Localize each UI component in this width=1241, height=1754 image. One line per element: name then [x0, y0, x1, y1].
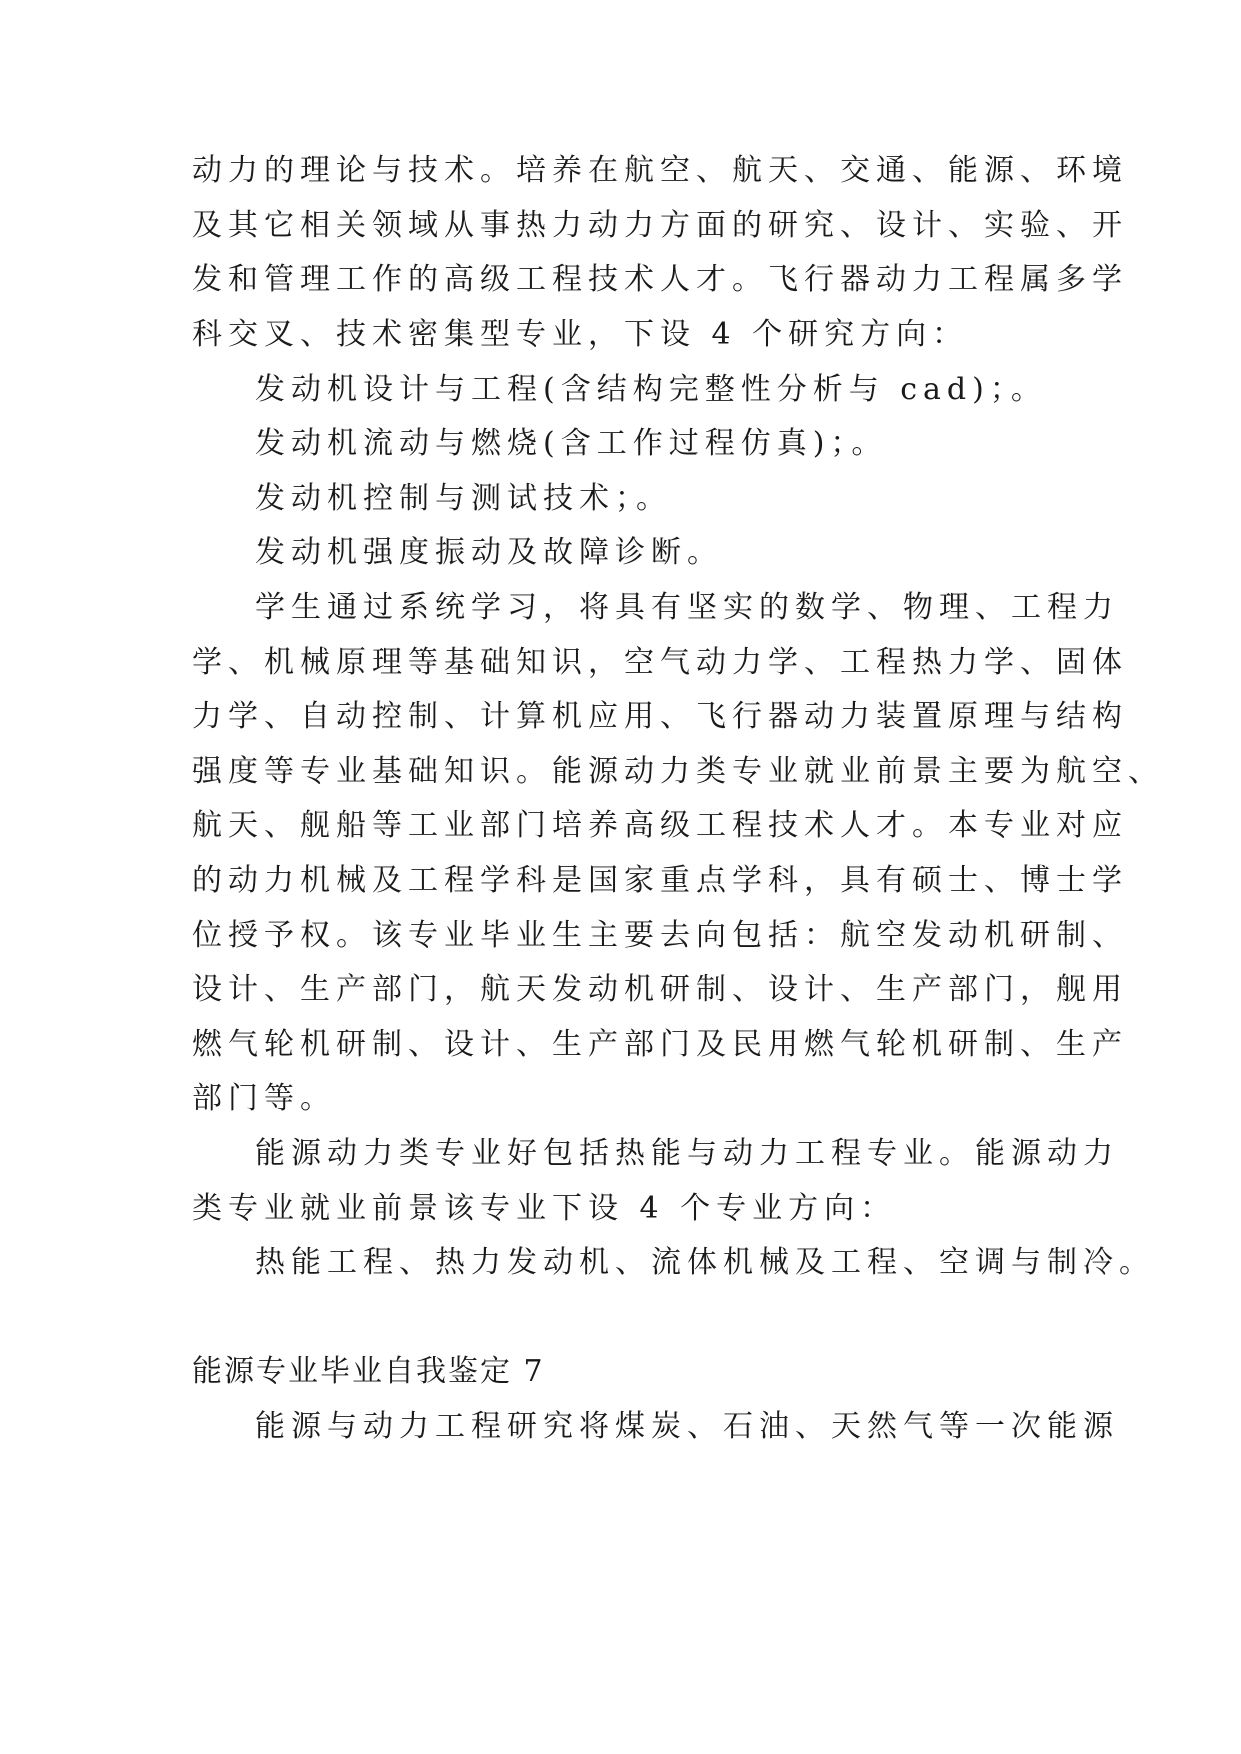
paragraph-line: 设计、生产部门，航天发动机研制、设计、生产部门，舰用 — [192, 972, 1128, 1007]
list-item: 发动机强度振动及故障诊断。 — [255, 535, 723, 570]
section-heading: 能源专业毕业自我鉴定 7 — [192, 1354, 545, 1389]
paragraph-line: 燃气轮机研制、设计、生产部门及民用燃气轮机研制、生产 — [192, 1027, 1128, 1062]
paragraph-line: 发和管理工作的高级工程技术人才。飞行器动力工程属多学 — [192, 262, 1128, 297]
list-item: 发动机设计与工程(含结构完整性分析与 cad)；。 — [255, 372, 1047, 407]
paragraph-line: 能源与动力工程研究将煤炭、石油、天然气等一次能源 — [255, 1409, 1119, 1444]
paragraph-line: 及其它相关领域从事热力动力方面的研究、设计、实验、开 — [192, 208, 1128, 243]
paragraph-line: 类专业就业前景该专业下设 4 个专业方向： — [192, 1191, 897, 1226]
paragraph-line: 动力的理论与技术。培养在航空、航天、交通、能源、环境 — [192, 153, 1128, 188]
paragraph-line: 学、机械原理等基础知识，空气动力学、工程热力学、固体 — [192, 645, 1128, 680]
list-item: 发动机控制与测试技术；。 — [255, 481, 672, 516]
paragraph-line: 部门等。 — [192, 1081, 336, 1116]
paragraph-line: 强度等专业基础知识。能源动力类专业就业前景主要为航空、 — [192, 754, 1164, 789]
paragraph-line: 位授予权。该专业毕业生主要去向包括：航空发动机研制、 — [192, 918, 1128, 953]
paragraph-line: 力学、自动控制、计算机应用、飞行器动力装置原理与结构 — [192, 699, 1128, 734]
paragraph-line: 能源动力类专业好包括热能与动力工程专业。能源动力 — [255, 1136, 1119, 1171]
paragraph-line: 航天、舰船等工业部门培养高级工程技术人才。本专业对应 — [192, 808, 1128, 843]
paragraph-line: 的动力机械及工程学科是国家重点学科，具有硕士、博士学 — [192, 863, 1128, 898]
paragraph-line: 学生通过系统学习，将具有坚实的数学、物理、工程力 — [255, 590, 1119, 625]
paragraph-line: 科交叉、技术密集型专业，下设 4 个研究方向： — [192, 317, 969, 352]
paragraph-line: 热能工程、热力发动机、流体机械及工程、空调与制冷。 — [255, 1245, 1155, 1280]
list-item: 发动机流动与燃烧(含工作过程仿真)；。 — [255, 426, 888, 461]
